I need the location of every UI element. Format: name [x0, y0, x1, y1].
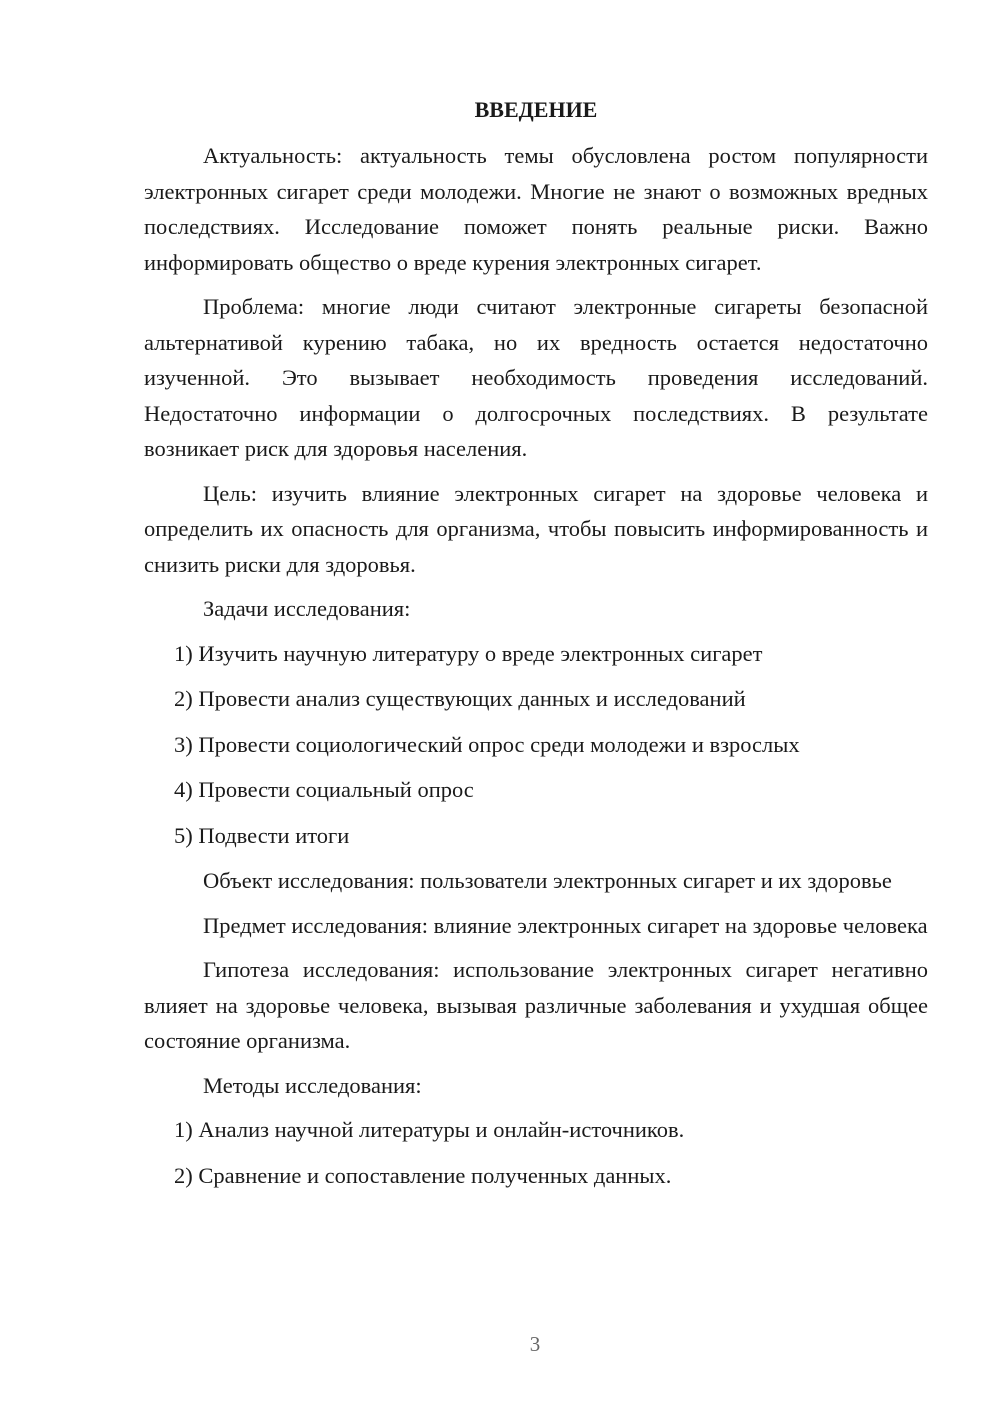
task-item: 4) Провести социальный опрос: [174, 777, 474, 802]
method-item: 2) Сравнение и сопоставление полученных данных.: [174, 1162, 672, 1188]
methods-heading: Методы исследования:: [203, 1072, 422, 1098]
problem-paragraph: Проблема: многие люди считают электронные сигареты безопасной альтернативой курению табака, но их вредность остается недостаточно изученной. Это вызывает необходимость проведения исследований. Недостаточно информации о долгосрочных последствиях. В результате возникает риск для здоровья населения.: [144, 294, 928, 461]
page-number: 3: [529, 1332, 541, 1356]
page-content: [144, 94, 928, 1203]
object-paragraph: Объект исследования: пользователи электронных сигарет и их здоровье: [203, 868, 892, 893]
tasks-heading: Задачи исследования:: [203, 596, 411, 621]
goal-paragraph: Цель: изучить влияние электронных сигарет на здоровье человека и определить их опасность для организма, чтобы повысить информированность и снизить риски для здоровья.: [144, 480, 928, 577]
relevance-paragraph: Актуальность: актуальность темы обусловлена ростом популярности электронных сигарет среди молодежи. Многие не знают о возможных вредных последствиях. Исследование поможет понять реальные риски. Важно информировать общество о вреде курения электронных сигарет.: [144, 143, 928, 275]
section-title: ВВЕДЕНИЕ: [474, 97, 598, 122]
method-item: 1) Анализ научной литературы и онлайн-источников.: [174, 1117, 685, 1142]
methods-list: [144, 1112, 928, 1193]
tasks-list: [144, 636, 928, 854]
task-item: 1) Изучить научную литературу о вреде электронных сигарет: [174, 640, 763, 666]
task-item: 3) Провести социологический опрос среди молодежи и взрослых: [174, 731, 800, 757]
hypothesis-paragraph: Гипотеза исследования: использование электронных сигарет негативно влияет на здоровье человека, вызывая различные заболевания и ухудшая общее состояние организма.: [144, 957, 928, 1053]
subject-paragraph: Предмет исследования: влияние электронных сигарет на здоровье человека: [203, 912, 928, 938]
task-item: 5) Подвести итоги: [174, 822, 350, 848]
task-item: 2) Провести анализ существующих данных и исследований: [174, 686, 746, 711]
